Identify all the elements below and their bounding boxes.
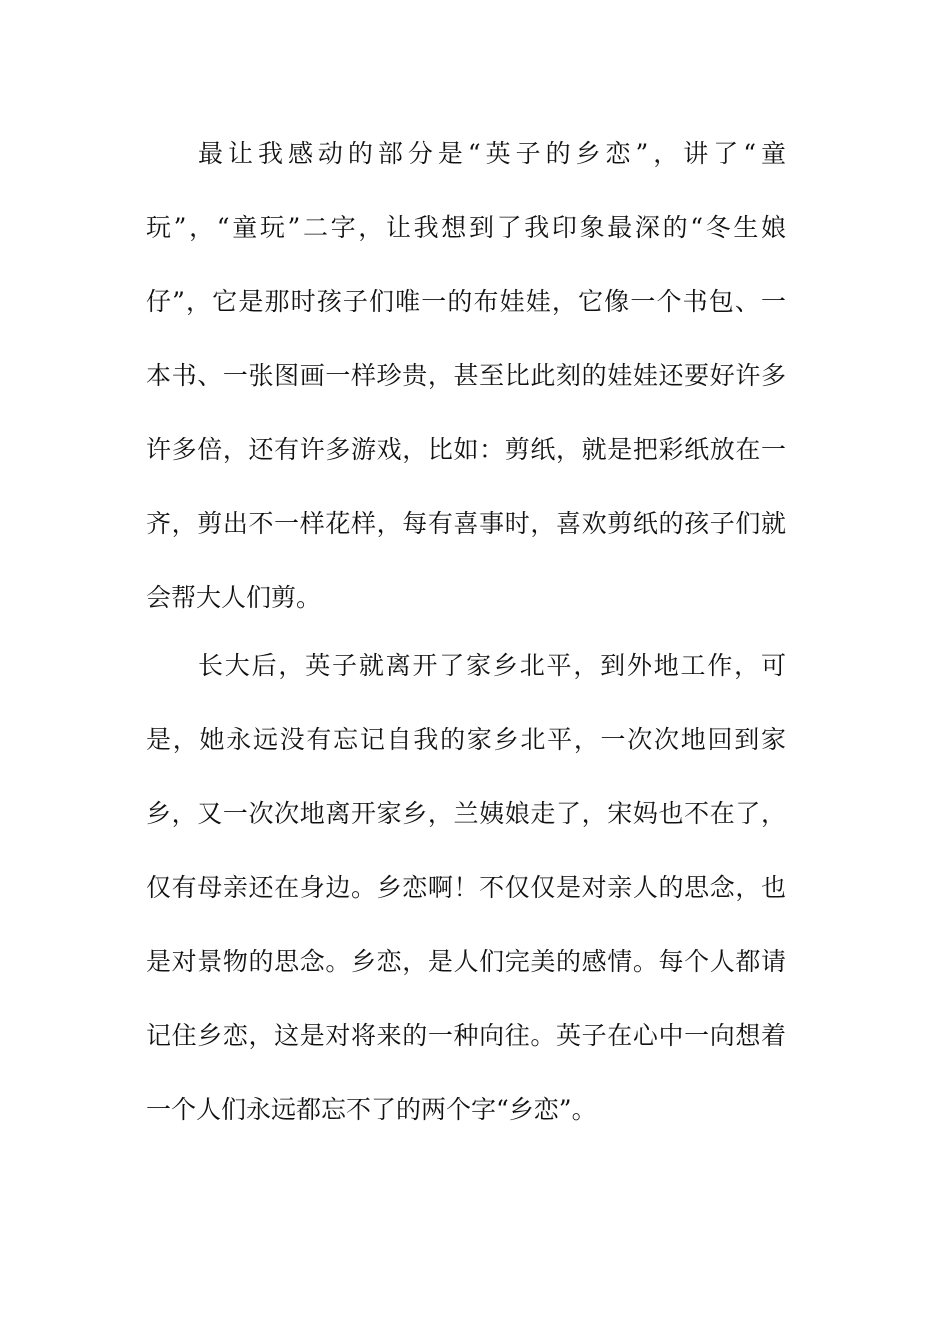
paragraph-line: 是，她永远没有忘记自我的家乡北平，一次次地回到家 [146, 725, 786, 754]
paragraph-line: 会帮大人们剪。 [146, 583, 322, 612]
paragraph-line: 是对景物的思念。乡恋，是人们完美的感情。每个人都请 [146, 947, 786, 976]
paragraph-line: 记住乡恋，这是对将来的一种向往。英子在心中一向想着 [146, 1021, 786, 1050]
paragraph-line: 最让我感动的部分是“英子的乡恋”，讲了“童 [198, 139, 786, 168]
paragraph-line: 许多倍，还有许多游戏，比如：剪纸，就是把彩纸放在一 [146, 435, 786, 464]
paragraph-2 [146, 650, 786, 1168]
paragraph-line: 长大后，英子就离开了家乡北平，到外地工作，可 [198, 651, 786, 680]
paragraph-line: 齐，剪出不一样花样，每有喜事时，喜欢剪纸的孩子们就 [146, 509, 786, 538]
paragraph-1 [146, 138, 786, 656]
paragraph-line: 乡，又一次次地离开家乡，兰姨娘走了，宋妈也不在了， [146, 799, 786, 828]
paragraph-line: 玩”，“童玩”二字，让我想到了我印象最深的“冬生娘 [146, 213, 786, 242]
paragraph-line: 本书、一张图画一样珍贵，甚至比此刻的娃娃还要好许多 [146, 361, 786, 390]
paragraph-line: 仔”，它是那时孩子们唯一的布娃娃，它像一个书包、一 [146, 287, 786, 316]
paragraph-line: 仅有母亲还在身边。乡恋啊！不仅仅是对亲人的思念，也 [146, 873, 786, 902]
paragraph-line: 一个人们永远都忘不了的两个字“乡恋”。 [146, 1095, 597, 1124]
